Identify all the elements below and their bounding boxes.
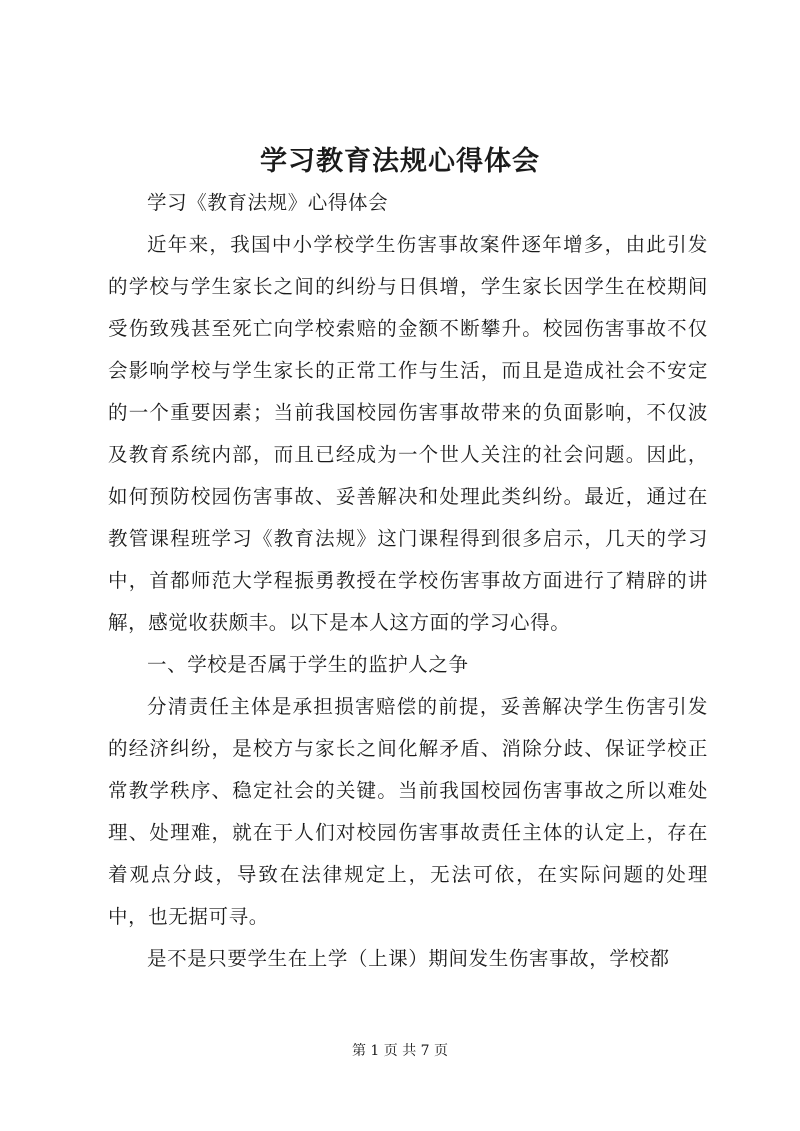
page-footer: [0, 1040, 800, 1062]
page-number-label: 第 1 页 共 7 页: [351, 1043, 449, 1059]
paragraph-section-1: 分清责任主体是承担损害赔偿的前提，妥善解决学生伤害引发的经济纠纷，是校方与家长之间化解矛盾、消除分歧、保证学校正常教学秩序、稳定社会的关键。当前我国校园伤害事故之所以难处理、处理难，就在于人们对校园伤害事故责任主体的认定上，存在着观点分歧，导致在法律规定上，无法可依，在实际问题的处理中，也无据可寻。: [108, 695, 708, 928]
paragraph-intro: 近年来，我国中小学校学生伤害事故案件逐年增多，由此引发的学校与学生家长之间的纠纷与日俱增，学生家长因学生在校期间受伤致残甚至死亡向学校索赔的金额不断攀升。校园伤害事故不仅会影响学校与学生家长的正常工作与生活，而且是造成社会不安定的一个重要因素；当前我国校园伤害事故带来的负面影响，不仅波及教育系统内部，而且已经成为一个世人关注的社会问题。因此，如何预防校园伤害事故、妥善解决和处理此类纠纷。最近，通过在教管课程班学习《教育法规》这门课程得到很多启示，几天的学习中，首都师范大学程振勇教授在学校伤害事故方面进行了精辟的讲解，感觉收获颇丰。以下是本人这方面的学习心得。: [108, 233, 708, 634]
paragraph-continued: 是不是只要学生在上学（上课）期间发生伤害事故，学校都: [147, 947, 670, 970]
document-title: 学习教育法规心得体会: [260, 146, 540, 177]
paragraph-subtitle: 学习《教育法规》心得体会: [147, 191, 389, 214]
document-body: [108, 182, 708, 980]
section-heading-1: 一、学校是否属于学生的监护人之争: [147, 653, 469, 676]
